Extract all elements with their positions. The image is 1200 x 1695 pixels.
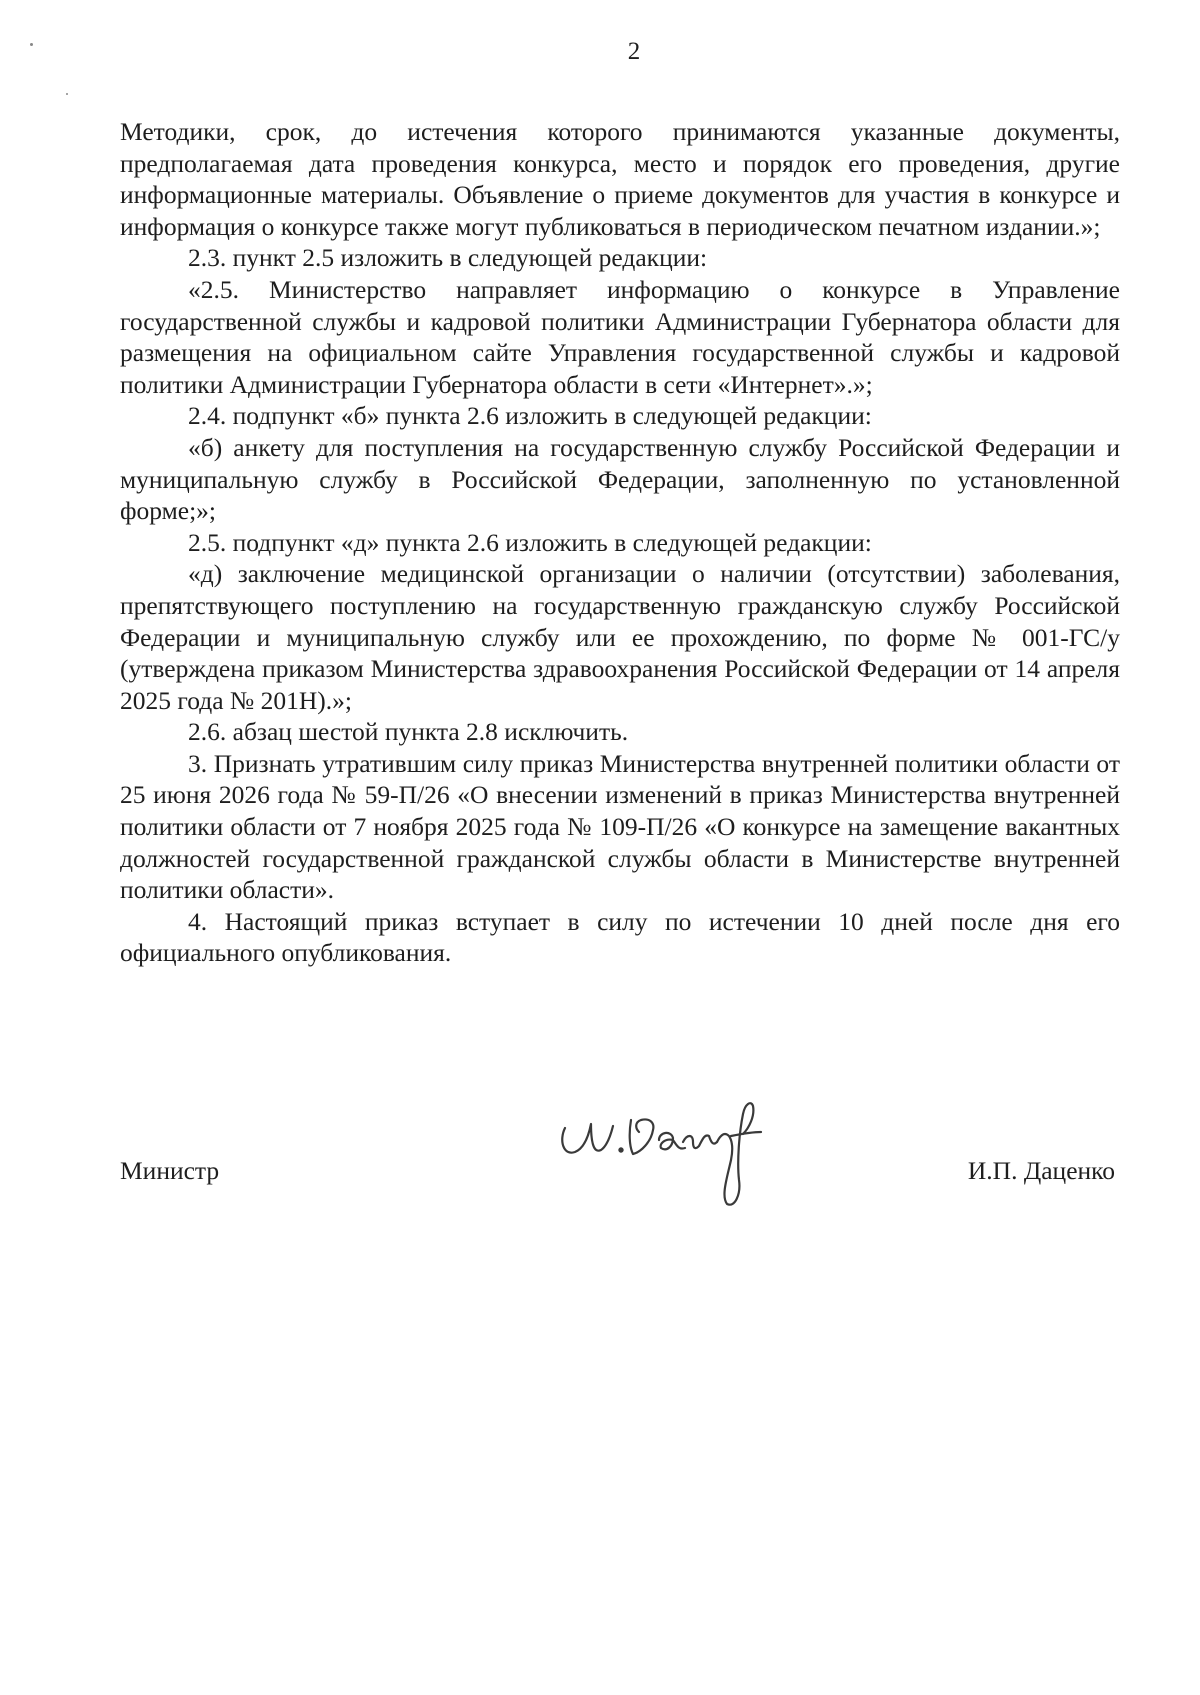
paragraph: «б) анкету для поступления на государственную службу Российской Федерации и муниципальную службу в Российской Федерации, заполненную по установленной форме;»; — [120, 432, 1120, 526]
paragraph: 2.3. пункт 2.5 изложить в следующей редакции: — [188, 243, 708, 273]
signatory-name: И.П. Даценко — [967, 1156, 1115, 1185]
handwritten-signature — [555, 1090, 795, 1230]
paragraph: 2.4. подпункт «б» пункта 2.6 изложить в следующей редакции: — [188, 401, 872, 431]
page-number: 2 — [627, 38, 641, 65]
signatory-title: Министр — [120, 1156, 220, 1185]
paragraph: Методики, срок, до истечения которого принимаются указанные документы, предполагаемая дата проведения конкурса, место и порядок его проведения, другие информационные материалы. Объявление о приеме документов для участия в конкурсе и информация о конкурсе также могут публиковаться в периодическом печатном издании.»; — [120, 117, 1120, 241]
paragraph: 2.6. абзац шестой пункта 2.8 исключить. — [188, 717, 629, 747]
paragraph: 3. Признать утратившим силу приказ Министерства внутренней политики области от 25 июня 2026 года № 59-П/26 «О внесении изменений в приказ Министерства внутренней политики области от 7 ноября 2025 года № 109-П/26 «О конкурсе на замещение вакантных должностей государственной гражданской службы области в Министерстве внутренней политики области». — [120, 748, 1120, 905]
paragraph: 4. Настоящий приказ вступает в силу по истечении 10 дней после дня его официального опубликования. — [120, 906, 1120, 968]
paragraph: 2.5. подпункт «д» пункта 2.6 изложить в следующей редакции: — [188, 527, 872, 557]
scan-speck — [66, 93, 68, 95]
document-body — [120, 116, 1120, 969]
paragraph: «2.5. Министерство направляет информацию о конкурсе в Управление государственной службы и кадровой политики Администрации Губернатора области для размещения на официальном сайте Управления государственной службы и кадровой политики Администрации Губернатора области в сети «Интернет».»; — [120, 274, 1120, 399]
paragraph: «д) заключение медицинской организации о наличии (отсутствии) заболевания, препятствующего поступлению на государственную гражданскую службу Российской Федерации и муниципальную службу или ее прохождению, по форме № 001-ГС/у (утверждена приказом Министерства здравоохранения Российской Федерации от 14 апреля 2025 года № 201Н).»; — [120, 559, 1120, 715]
